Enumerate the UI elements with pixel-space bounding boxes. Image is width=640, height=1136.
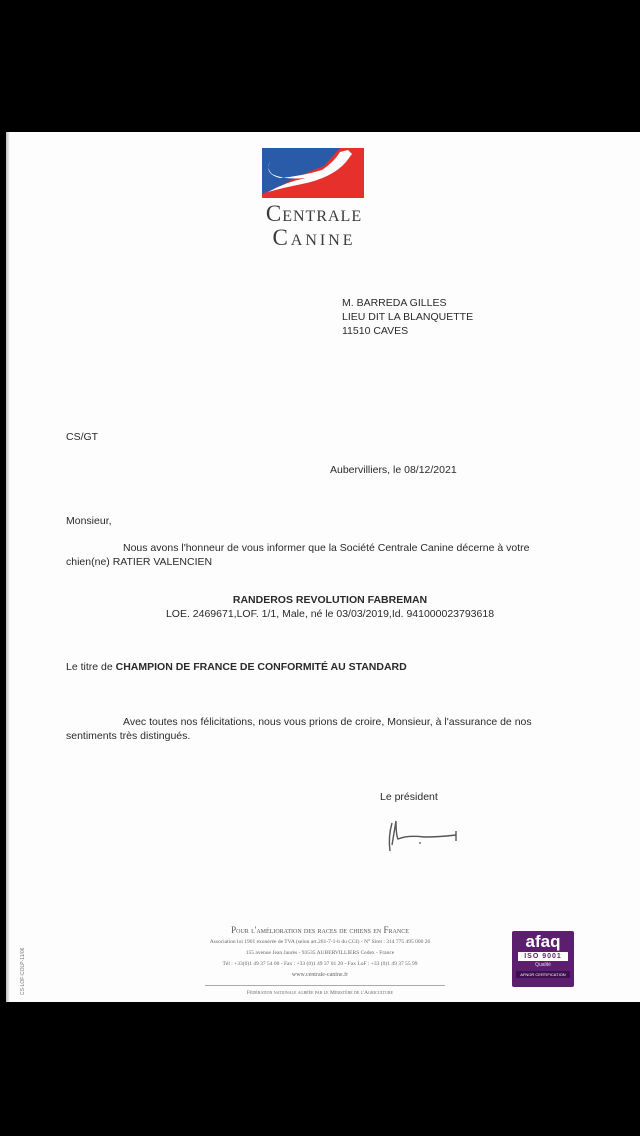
logo-name-line2: Canine bbox=[272, 225, 356, 250]
footer-contact: Tél : +33(0)1 49 37 54 00 - Fax : +33 (0)1 49 37 01 20 - Fax LoF : +33 (0)1 49 37 55 99 bbox=[222, 961, 418, 967]
recipient-city: 11510 CAVES bbox=[342, 325, 409, 337]
salutation: Monsieur, bbox=[66, 515, 112, 527]
intro-paragraph bbox=[66, 541, 530, 569]
footer-divider bbox=[205, 985, 445, 986]
recipient-address bbox=[342, 296, 473, 338]
reference: CS/GT bbox=[66, 431, 99, 443]
afaq-iso-badge bbox=[512, 931, 574, 987]
footer-website: www.centrale-canine.fr bbox=[291, 972, 349, 978]
footer-address: 155 avenue Jean Jaurès - 93535 AUBERVILLIERS Cedex - France bbox=[245, 950, 395, 956]
badge-quality: Qualité bbox=[535, 962, 551, 968]
dog-details: LOE. 2469671,LOF. 1/1, Male, né le 03/03/2019,Id. 941000023793618 bbox=[165, 608, 495, 620]
recipient-street: LIEU DIT LA BLANQUETTE bbox=[342, 311, 474, 323]
footer-motto: Pour l'amélioration des races de chiens en France bbox=[231, 925, 409, 935]
dog-name: RANDEROS REVOLUTION FABREMAN bbox=[232, 594, 428, 606]
place-date: Aubervilliers, le 08/12/2021 bbox=[330, 464, 457, 476]
dog-block bbox=[130, 593, 530, 621]
closing-line1: Avec toutes nos félicitations, nous vous prions de croire, Monsieur, à l'assurance de nos bbox=[123, 716, 532, 728]
centrale-canine-logo-icon bbox=[262, 148, 364, 198]
page-edge-shadow bbox=[6, 132, 10, 1002]
footer-federation: Fédération nationale agréée par le Ministère de l'Agriculture bbox=[246, 990, 394, 996]
logo-wordmark bbox=[254, 202, 374, 250]
signature-icon bbox=[384, 815, 464, 857]
intro-line1: Nous avons l'honneur de vous informer que la Société Centrale Canine décerne à votre bbox=[123, 542, 530, 554]
championship-title: CHAMPION DE FRANCE DE CONFORMITÉ AU STANDARD bbox=[115, 661, 407, 673]
side-reference: CS-LOF-COLP-11/06 bbox=[20, 947, 26, 995]
closing-line2: sentiments très distingués. bbox=[66, 730, 191, 742]
logo-name-line1: Centrale bbox=[265, 201, 363, 226]
closing-paragraph bbox=[66, 715, 532, 743]
badge-standard: ISO 9001 bbox=[518, 952, 568, 961]
badge-cert: AFNOR CERTIFICATION bbox=[516, 971, 570, 978]
recipient-name: M. BARREDA GILLES bbox=[342, 297, 447, 309]
badge-brand: afaq bbox=[525, 932, 561, 951]
signatory-label: Le président bbox=[380, 791, 438, 803]
footer-association: Association loi 1901 exonérée de TVA (selon art.261-7-1-b du CGI) - N° Siret : 314 775 495 000 26 bbox=[209, 939, 431, 945]
title-award bbox=[66, 660, 407, 674]
title-prefix: Le titre de bbox=[66, 661, 116, 673]
intro-line2: chien(ne) RATIER VALENCIEN bbox=[66, 556, 213, 568]
